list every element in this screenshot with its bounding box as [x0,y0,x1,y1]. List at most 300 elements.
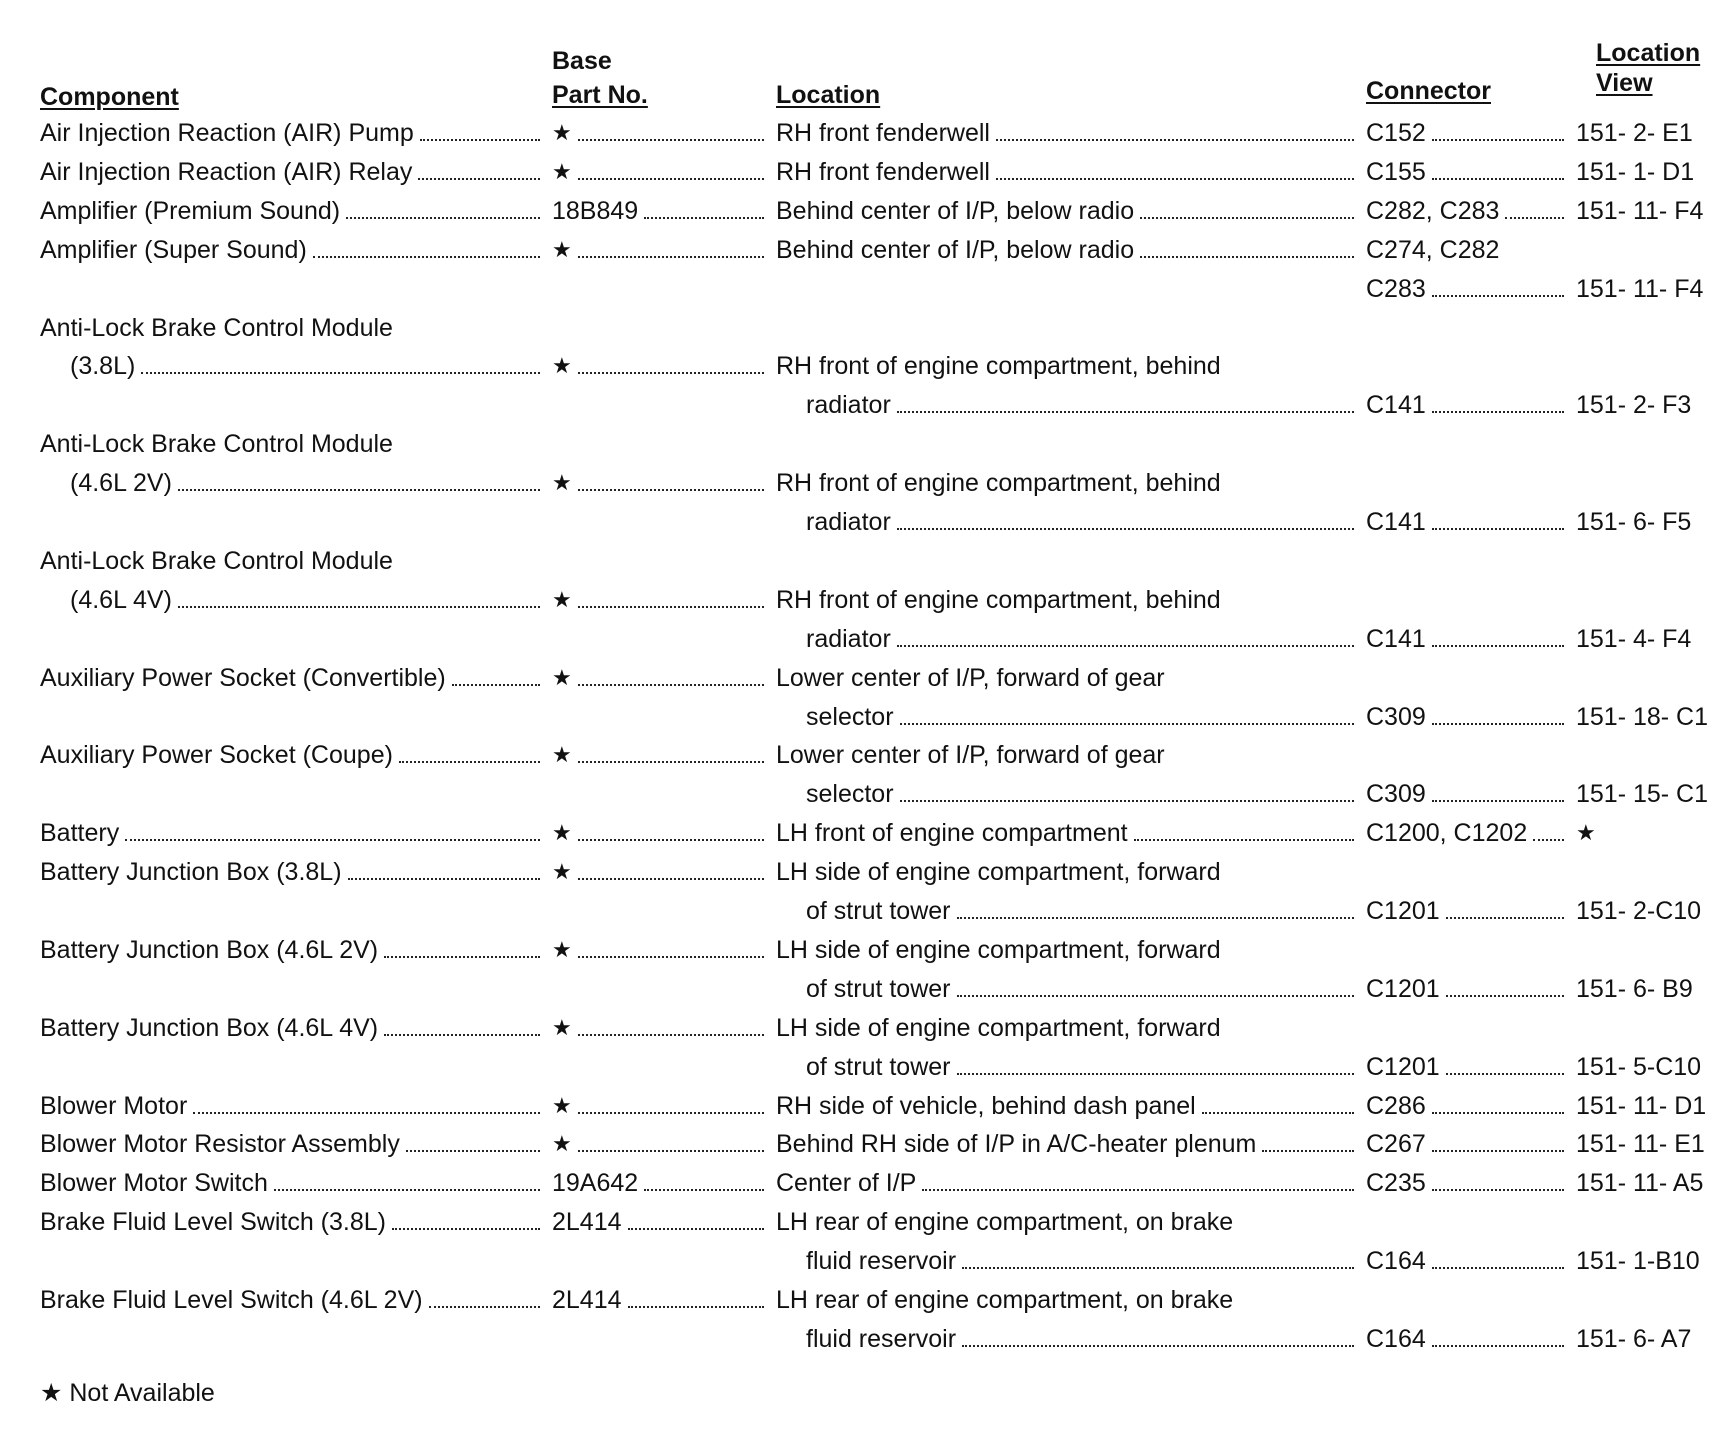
location-cell-text: RH front of engine compartment, behind [776,464,1227,502]
location-cell [806,892,1364,930]
location-view-cell [1576,1087,1728,1125]
part-number-cell [552,231,774,269]
component-cell-text: Air Injection Reaction (AIR) Relay [40,153,418,191]
connector-cell-text: C155 [1366,153,1432,191]
component-cell-text: Anti-Lock Brake Control Module [40,425,399,463]
location-cell-text: radiator [806,503,897,541]
location-view-cell-text: 151- 4- F4 [1576,620,1691,658]
location-view-cell [1576,1242,1728,1280]
location-cell [806,503,1364,541]
part-number-cell [552,659,774,697]
connector-cell [1366,1164,1574,1202]
connector-cell [1366,1087,1574,1125]
dot-leader [578,178,764,180]
dot-leader [1446,995,1564,997]
location-cell [776,464,1364,502]
component-cell-text: Auxiliary Power Socket (Coupe) [40,736,399,774]
dot-leader [178,489,540,491]
dot-leader [578,372,764,374]
location-cell-text: LH side of engine compartment, forward [776,1009,1227,1047]
table-row [0,153,1730,191]
location-view-cell [1576,1048,1728,1086]
location-cell-text: selector [806,775,900,813]
dot-leader [1432,528,1564,530]
component-cell-text: Amplifier (Super Sound) [40,231,313,269]
component-cell-text: Battery Junction Box (4.6L 4V) [40,1009,384,1047]
location-cell [806,1242,1364,1280]
dot-leader [922,1189,1354,1191]
location-view-cell [1576,270,1728,308]
dot-leader [1202,1112,1354,1114]
dot-leader [1432,295,1564,297]
location-view-cell-text: 151- 6- F5 [1576,503,1691,541]
table-row [0,1242,1730,1280]
dot-leader [178,606,540,608]
location-cell-text: LH side of engine compartment, forward [776,853,1227,891]
component-cell-text: Blower Motor Switch [40,1164,274,1202]
dot-leader [384,956,540,958]
dot-leader [996,139,1354,141]
location-cell-text: RH front fenderwell [776,153,996,191]
dot-leader [957,917,1355,919]
component-cell [70,464,550,502]
location-view-cell-text: 151- 11- F4 [1576,270,1703,308]
component-cell [40,931,550,969]
dot-leader [1432,1267,1564,1269]
dot-leader [384,1034,540,1036]
connector-cell-text: C1201 [1366,892,1446,930]
dot-leader [957,1073,1355,1075]
location-cell [776,1281,1364,1319]
location-cell [776,1087,1364,1125]
part-number-cell-text: 18B849 [552,192,644,230]
part-number-cell-text: ★ [552,464,578,502]
location-cell [776,114,1364,152]
part-number-cell [552,931,774,969]
component-cell-text: Battery Junction Box (4.6L 2V) [40,931,384,969]
dot-leader [1432,411,1564,413]
location-cell-text: LH rear of engine compartment, on brake [776,1203,1239,1241]
dot-leader [644,217,764,219]
component-cell [70,581,550,619]
part-number-cell-text: ★ [552,1125,578,1163]
table-row [0,736,1730,774]
connector-cell-text: C286 [1366,1087,1432,1125]
location-cell [806,775,1364,813]
dot-leader [399,761,540,763]
connector-cell [1366,814,1574,852]
location-view-cell-text: 151- 6- B9 [1576,970,1693,1008]
location-view-cell-text: 151- 18- C1 [1576,698,1708,736]
table-row [0,386,1730,424]
dot-leader [1140,217,1354,219]
location-cell [776,1164,1364,1202]
dot-leader [1134,839,1354,841]
location-view-cell-text: 151- 5-C10 [1576,1048,1701,1086]
dot-leader [1432,645,1564,647]
connector-cell [1366,1048,1574,1086]
location-view-cell [1576,620,1728,658]
location-cell [776,231,1364,269]
table-row [0,775,1730,813]
connector-cell-text: C141 [1366,620,1432,658]
location-cell-text: LH front of engine compartment [776,814,1134,852]
dot-leader [962,1345,1354,1347]
part-number-cell-text: ★ [552,814,578,852]
dot-leader [1432,1189,1564,1191]
part-number-cell [552,581,774,619]
dot-leader [1446,917,1564,919]
location-view-cell [1576,192,1728,230]
table-row [0,970,1730,1008]
component-cell-text: Anti-Lock Brake Control Module [40,309,399,347]
connector-cell [1366,620,1574,658]
connector-cell [1366,970,1574,1008]
part-number-cell [552,464,774,502]
connector-cell-text: C267 [1366,1125,1432,1163]
location-cell [776,931,1364,969]
part-number-cell-text: ★ [552,114,578,152]
connector-cell-text: C164 [1366,1320,1432,1358]
connector-cell [1366,153,1574,191]
location-cell [776,581,1364,619]
location-cell-text: LH side of engine compartment, forward [776,931,1227,969]
component-cell [40,231,550,269]
connector-cell-text: C283 [1366,270,1432,308]
table-row [0,1281,1730,1319]
table-row [0,698,1730,736]
dot-leader [1432,178,1564,180]
location-cell-text: of strut tower [806,1048,957,1086]
table-row [0,425,1730,463]
dot-leader [1432,1112,1564,1114]
location-cell [776,347,1364,385]
component-cell [40,736,550,774]
component-cell [40,153,550,191]
location-cell [776,1125,1364,1163]
part-number-cell-text: ★ [552,153,578,191]
dot-leader [578,761,764,763]
location-view-cell-text: 151- 11- E1 [1576,1125,1705,1163]
table-row [0,542,1730,580]
part-number-cell-text: ★ [552,1009,578,1047]
location-cell [776,192,1364,230]
component-cell [40,309,550,347]
part-number-cell [552,1125,774,1163]
component-cell [40,114,550,152]
dot-leader [996,178,1354,180]
location-cell-text: Behind center of I/P, below radio [776,231,1140,269]
component-cell [40,542,550,580]
location-view-cell-text: 151- 1-B10 [1576,1242,1700,1280]
location-cell-text: fluid reservoir [806,1242,962,1280]
table-row [0,114,1730,152]
component-cell-text: Amplifier (Premium Sound) [40,192,346,230]
location-view-cell-text: 151- 1- D1 [1576,153,1694,191]
location-view-cell-text: 151- 11- A5 [1576,1164,1703,1202]
location-cell-text: Lower center of I/P, forward of gear [776,736,1171,774]
location-cell-text: fluid reservoir [806,1320,962,1358]
location-view-cell-text: 151- 6- A7 [1576,1320,1691,1358]
connector-cell [1366,698,1574,736]
dot-leader [578,956,764,958]
location-cell [776,1203,1364,1241]
header-connector: Connector [1366,77,1491,105]
connector-cell-text: C164 [1366,1242,1432,1280]
dot-leader [346,217,540,219]
dot-leader [628,1306,764,1308]
connector-cell-text: C152 [1366,114,1432,152]
dot-leader [1533,839,1564,841]
location-cell [806,970,1364,1008]
connector-cell-text: C274, C282 [1366,231,1505,269]
location-cell [776,659,1364,697]
table-row [0,892,1730,930]
location-view-cell [1576,814,1728,852]
header-part-line2: Part No. [552,81,648,109]
component-cell-text: Brake Fluid Level Switch (3.8L) [40,1203,392,1241]
part-number-cell-text: ★ [552,736,578,774]
table-row [0,192,1730,230]
connector-cell [1366,775,1574,813]
table-row [0,853,1730,891]
location-view-cell [1576,1125,1728,1163]
part-number-cell-text: ★ [552,347,578,385]
location-view-cell-text: 151- 2-C10 [1576,892,1701,930]
dot-leader [957,995,1355,997]
dot-leader [1505,217,1564,219]
part-number-cell-text: ★ [552,1087,578,1125]
location-cell-text: radiator [806,386,897,424]
connector-cell-text: C309 [1366,775,1432,813]
location-view-cell-text: ★ [1576,814,1596,852]
location-cell [806,1048,1364,1086]
header-component: Component [40,83,179,111]
table-row [0,931,1730,969]
dot-leader [578,606,764,608]
dot-leader [418,178,540,180]
component-cell [40,425,550,463]
dot-leader [578,256,764,258]
dot-leader [578,489,764,491]
part-number-cell-text: 2L414 [552,1203,628,1241]
part-number-cell [552,1009,774,1047]
location-cell-text: Behind RH side of I/P in A/C-heater plenum [776,1125,1262,1163]
location-cell-text: RH front of engine compartment, behind [776,347,1227,385]
component-cell-text: Blower Motor [40,1087,193,1125]
dot-leader [644,1189,764,1191]
part-number-cell-text: 2L414 [552,1281,628,1319]
connector-cell [1366,270,1574,308]
table-row [0,1164,1730,1202]
location-cell-text: RH front fenderwell [776,114,996,152]
part-number-cell [552,347,774,385]
part-number-cell-text: ★ [552,231,578,269]
location-cell-text: RH front of engine compartment, behind [776,581,1227,619]
dot-leader [274,1189,540,1191]
dot-leader [897,411,1354,413]
location-view-cell [1576,892,1728,930]
location-cell-text: Behind center of I/P, below radio [776,192,1140,230]
dot-leader [452,684,540,686]
location-view-cell [1576,386,1728,424]
location-view-cell-text: 151- 2- F3 [1576,386,1691,424]
location-view-cell-text: 151- 11- F4 [1576,192,1703,230]
location-cell-text: radiator [806,620,897,658]
dot-leader [392,1228,540,1230]
connector-cell-text: C1201 [1366,1048,1446,1086]
component-cell [40,1203,550,1241]
component-cell-text: (4.6L 2V) [70,464,178,502]
connector-cell-text: C309 [1366,698,1432,736]
connector-cell [1366,114,1574,152]
part-number-cell [552,1203,774,1241]
location-cell [776,736,1364,774]
table-row [0,1320,1730,1358]
location-view-cell-text: 151- 15- C1 [1576,775,1708,813]
dot-leader [900,723,1354,725]
location-cell-text: Lower center of I/P, forward of gear [776,659,1171,697]
part-number-cell-text: ★ [552,931,578,969]
table-row [0,270,1730,308]
component-cell-text: Auxiliary Power Socket (Convertible) [40,659,452,697]
connector-cell-text: C1200, C1202 [1366,814,1533,852]
dot-leader [900,800,1354,802]
connector-cell [1366,386,1574,424]
location-cell [806,698,1364,736]
component-cell [70,347,550,385]
component-cell [40,1087,550,1125]
header-location: Location [776,81,881,109]
location-view-cell [1576,153,1728,191]
location-cell [776,153,1364,191]
dot-leader [628,1228,764,1230]
part-number-cell-text: 19A642 [552,1164,644,1202]
dot-leader [962,1267,1354,1269]
dot-leader [578,1150,764,1152]
dot-leader [578,878,764,880]
part-number-cell-text: ★ [552,659,578,697]
component-cell [40,1164,550,1202]
location-view-cell [1576,698,1728,736]
component-cell [40,1125,550,1163]
location-cell-text: RH side of vehicle, behind dash panel [776,1087,1202,1125]
connector-cell [1366,1320,1574,1358]
table-row [0,1203,1730,1241]
dot-leader [348,878,540,880]
location-cell [806,1320,1364,1358]
dot-leader [313,256,540,258]
location-view-cell [1576,775,1728,813]
header-view-line1: Location [1596,39,1701,67]
component-cell [40,814,550,852]
location-cell [776,1009,1364,1047]
part-number-cell [552,814,774,852]
location-cell-text: Center of I/P [776,1164,922,1202]
table-row [0,309,1730,347]
location-cell-text: of strut tower [806,970,957,1008]
connector-cell [1366,1242,1574,1280]
location-view-cell [1576,970,1728,1008]
component-cell-text: Battery [40,814,125,852]
dot-leader [897,528,1354,530]
part-number-cell [552,853,774,891]
dot-leader [578,684,764,686]
dot-leader [1432,800,1564,802]
dot-leader [1432,723,1564,725]
table-row [0,581,1730,619]
location-view-cell-text: 151- 2- E1 [1576,114,1693,152]
dot-leader [125,839,540,841]
connector-cell-text: C282, C283 [1366,192,1505,230]
table-row [0,464,1730,502]
part-number-cell [552,736,774,774]
location-cell [776,853,1364,891]
location-cell-text: selector [806,698,900,736]
component-cell [40,192,550,230]
component-cell-text: (4.6L 4V) [70,581,178,619]
location-view-cell [1576,1320,1728,1358]
location-view-cell [1576,1164,1728,1202]
dot-leader [420,139,540,141]
location-view-cell [1576,114,1728,152]
location-cell [806,386,1364,424]
location-cell-text: of strut tower [806,892,957,930]
connector-cell [1366,892,1574,930]
connector-cell-text: C141 [1366,386,1432,424]
part-number-cell [552,1087,774,1125]
header-part-line1: Base [552,47,612,75]
dot-leader [578,839,764,841]
dot-leader [141,372,540,374]
dot-leader [897,645,1354,647]
dot-leader [1446,1073,1564,1075]
component-cell [40,1281,550,1319]
part-number-cell [552,153,774,191]
part-number-cell-text: ★ [552,853,578,891]
table-row [0,620,1730,658]
component-cell [40,659,550,697]
table-row [0,1009,1730,1047]
connector-cell [1366,231,1574,269]
table-row [0,347,1730,385]
connector-cell [1366,503,1574,541]
component-cell-text: Air Injection Reaction (AIR) Pump [40,114,420,152]
connector-cell-text: C1201 [1366,970,1446,1008]
dot-leader [1432,139,1564,141]
part-number-cell [552,1164,774,1202]
dot-leader [1140,256,1354,258]
dot-leader [429,1306,540,1308]
table-row [0,231,1730,269]
location-cell [776,814,1364,852]
connector-cell [1366,1125,1574,1163]
header-view-line2: View [1596,69,1653,97]
component-cell-text: Anti-Lock Brake Control Module [40,542,399,580]
part-number-cell [552,114,774,152]
component-cell-text: Battery Junction Box (3.8L) [40,853,348,891]
table-row [0,814,1730,852]
component-cell [40,853,550,891]
connector-cell-text: C141 [1366,503,1432,541]
dot-leader [1432,1345,1564,1347]
part-number-cell [552,192,774,230]
location-cell-text: LH rear of engine compartment, on brake [776,1281,1239,1319]
location-view-cell [1576,503,1728,541]
connector-cell-text: C235 [1366,1164,1432,1202]
dot-leader [578,1112,764,1114]
location-cell [806,620,1364,658]
